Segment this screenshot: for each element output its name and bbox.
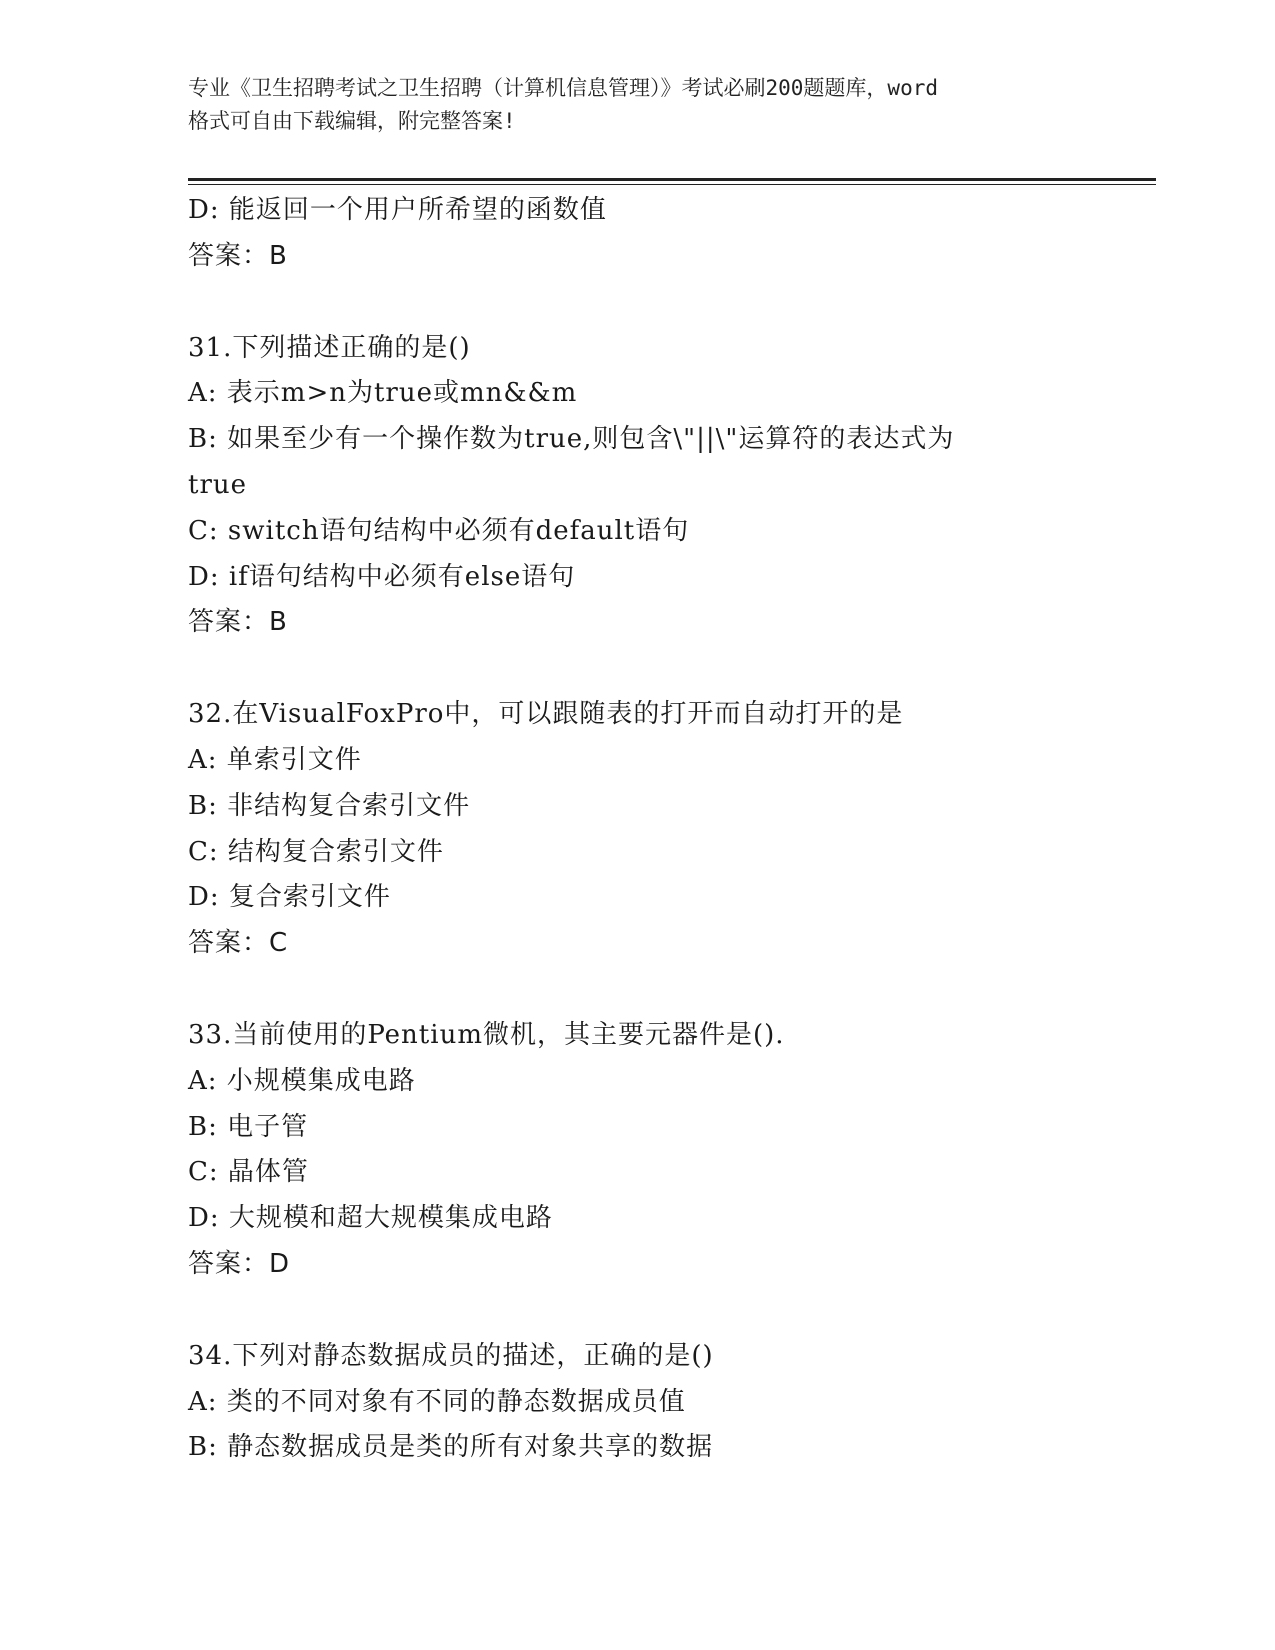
spacer bbox=[188, 646, 1088, 692]
option-a: A: 单索引文件 bbox=[188, 744, 362, 775]
previous-question-tail bbox=[188, 188, 1088, 280]
option-b: B: 如果至少有一个操作数为true,则包含\"||\"运算符的表达式为 bbox=[188, 424, 955, 455]
option-b-continued: true bbox=[188, 469, 248, 500]
option-d: D: 能返回一个用户所希望的函数值 bbox=[188, 195, 607, 225]
question-33 bbox=[188, 1013, 1088, 1288]
answer: 答案：B bbox=[188, 607, 288, 638]
option-b: B: 静态数据成员是类的所有对象共享的数据 bbox=[188, 1432, 714, 1463]
option-b: B: 非结构复合索引文件 bbox=[188, 790, 471, 821]
answer: 答案：D bbox=[188, 1248, 291, 1279]
question-34 bbox=[188, 1334, 1088, 1471]
answer: 答案：C bbox=[188, 928, 289, 959]
header-line-1: 专业《卫生招聘考试之卫生招聘（计算机信息管理）》考试必刷200题题库，word bbox=[188, 76, 938, 100]
option-c: C: 结构复合索引文件 bbox=[188, 836, 444, 867]
option-d: D: 大规模和超大规模集成电路 bbox=[188, 1203, 553, 1234]
option-a: A: 小规模集成电路 bbox=[188, 1065, 416, 1096]
question-list bbox=[188, 188, 1088, 1471]
question-31 bbox=[188, 326, 1088, 647]
option-d: D: 复合索引文件 bbox=[188, 882, 391, 913]
spacer bbox=[188, 1288, 1088, 1334]
header-divider-thick bbox=[188, 178, 1156, 181]
document-header bbox=[188, 72, 1088, 138]
option-a: A: 类的不同对象有不同的静态数据成员值 bbox=[188, 1386, 686, 1417]
option-a: A: 表示m>n为true或mn&&m bbox=[188, 378, 578, 409]
option-c: C: 晶体管 bbox=[188, 1157, 309, 1188]
answer: 答案：B bbox=[188, 240, 288, 271]
question-32 bbox=[188, 692, 1088, 967]
header-line-2: 格式可自由下载编辑，附完整答案! bbox=[188, 109, 516, 133]
question-stem: 33.当前使用的Pentium微机，其主要元器件是(). bbox=[188, 1019, 785, 1050]
spacer bbox=[188, 967, 1088, 1013]
question-stem: 31.下列描述正确的是() bbox=[188, 332, 471, 363]
option-d: D: if语句结构中必须有else语句 bbox=[188, 561, 576, 592]
question-stem: 32.在VisualFoxPro中，可以跟随表的打开而自动打开的是 bbox=[188, 699, 904, 730]
question-stem: 34.下列对静态数据成员的描述，正确的是() bbox=[188, 1340, 714, 1371]
header-divider-thin bbox=[188, 184, 1156, 185]
spacer bbox=[188, 280, 1088, 326]
option-b: B: 电子管 bbox=[188, 1111, 309, 1142]
option-c: C: switch语句结构中必须有default语句 bbox=[188, 515, 690, 546]
